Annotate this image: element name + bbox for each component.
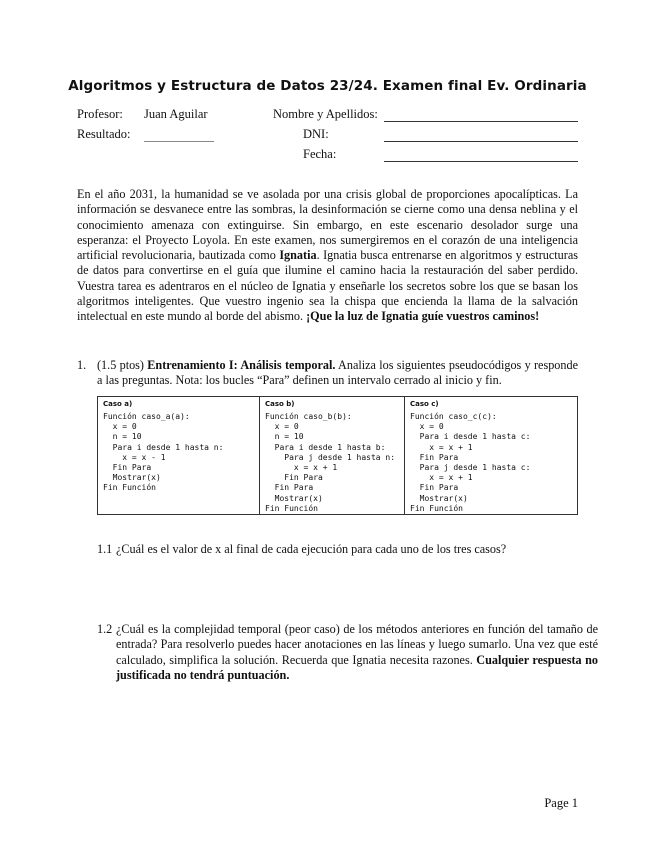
case-b-line: Para i desde 1 hasta b: xyxy=(265,442,386,452)
nombre-label: Nombre y Apellidos: xyxy=(273,107,378,121)
case-c-line: Fin Función xyxy=(410,503,463,513)
case-b-cell xyxy=(260,397,405,515)
case-c-line: x = x + 1 xyxy=(410,442,473,452)
resultado-answer-line[interactable] xyxy=(144,141,214,142)
intro-paragraph xyxy=(77,187,578,325)
question-1-2-warning: Cualquier respuesta no justificada no tendrá puntuación. xyxy=(116,652,598,682)
case-b-line: n = 10 xyxy=(265,432,304,442)
case-b-line: Fin Para xyxy=(265,483,314,493)
case-a-header: Caso a) xyxy=(103,400,133,408)
question-1-text: Analiza los siguientes pseudocódigos y responde a las preguntas. Nota: los bucles “Para” definen un intervalo cerrado al inicio y fin. xyxy=(97,358,578,387)
question-1-title: Entrenamiento I: Análisis temporal. xyxy=(147,358,336,372)
resultado-label: Resultado: xyxy=(77,127,131,141)
pseudocode-table xyxy=(97,396,578,515)
case-b-line: Para j desde 1 hasta n: xyxy=(265,452,396,462)
question-1-2-body xyxy=(116,622,598,683)
question-1-2-number: 1.2 xyxy=(97,622,113,636)
intro-text-2: . Ignatia busca entrenarse en algoritmos y estructuras de datos para convertirse en el guía que ilumine el camino hacia la restauración del saber perdido. Vuestra tarea es adentraros en el núcleo de Ignatia y enseñarle los secretos sobre los que se basan los algoritmos inteligentes. Que vuestro ingenio sea la chispa que encienda la llama de la salvación intelectual en este mundo al borde del abismo. xyxy=(77,248,578,324)
case-b-line: Mostrar(x) xyxy=(265,493,323,503)
case-c-line: Para i desde 1 hasta c: xyxy=(410,432,531,442)
case-b-line: Fin Para xyxy=(265,473,323,483)
case-b-code xyxy=(265,412,399,514)
case-c-line: Para j desde 1 hasta c: xyxy=(410,463,531,473)
case-a-line: Mostrar(x) xyxy=(103,473,161,483)
case-c-line: x = x + 1 xyxy=(410,473,473,483)
case-b-header: Caso b) xyxy=(265,400,295,408)
case-b-line: Función caso_b(b): xyxy=(265,412,352,421)
intro-text: En el año 2031, la humanidad se ve asolada por una crisis global de proporciones apocalípticas. La información se desvanece entre las sombras, la desinformación se cierne como una densa neblina y el conocimiento amenaza con extinguirse. Sin embargo, en este escenario desolador surge una esperanza: el Proyecto Loyola. En este examen, nos sumergiremos en el corazón de una inteligencia artificial revolucionaria, bautizada como xyxy=(77,187,578,263)
question-1-points: (1.5 ptos) xyxy=(97,358,148,372)
case-b-line: Fin Función xyxy=(265,503,318,513)
question-1-body xyxy=(97,358,578,388)
case-b-line: x = x + 1 xyxy=(265,463,338,473)
case-a-line: Función caso_a(a): xyxy=(103,412,190,421)
intro-name-ignatia: Ignatia xyxy=(279,248,317,263)
page-number: Page 1 xyxy=(544,796,578,810)
case-a-cell xyxy=(98,397,260,515)
case-c-line: x = 0 xyxy=(410,422,444,432)
case-c-line: Función caso_c(c): xyxy=(410,412,497,421)
profesor-value: Juan Aguilar xyxy=(144,107,208,121)
case-a-line: Para i desde 1 hasta n: xyxy=(103,442,224,452)
question-1-number: 1. xyxy=(77,358,87,372)
dni-answer-line[interactable] xyxy=(384,141,578,142)
question-1-1-text: ¿Cuál es el valor de x al final de cada ejecución para cada uno de los tres casos? xyxy=(116,542,507,556)
case-c-code xyxy=(410,412,572,514)
fecha-label: Fecha: xyxy=(303,147,337,161)
case-c-line: Fin Para xyxy=(410,483,459,493)
intro-closing: ¡Que la luz de Ignatia guíe vuestros caminos! xyxy=(306,309,540,324)
case-c-line: Mostrar(x) xyxy=(410,493,468,503)
case-a-line: Fin Función xyxy=(103,483,156,493)
case-a-line: Fin Para xyxy=(103,463,152,473)
case-a-line: x = x - 1 xyxy=(103,452,166,462)
nombre-answer-line[interactable] xyxy=(384,121,578,122)
exam-title: Algoritmos y Estructura de Datos 23/24. Examen final Ev. Ordinaria xyxy=(68,78,587,94)
dni-label: DNI: xyxy=(303,127,329,141)
fecha-answer-line[interactable] xyxy=(384,161,578,162)
case-c-cell xyxy=(405,397,578,515)
case-c-line: Fin Para xyxy=(410,452,459,462)
case-a-line: n = 10 xyxy=(103,432,142,442)
case-a-code xyxy=(103,412,254,494)
case-c-header: Caso c) xyxy=(410,400,439,408)
question-1-1-number: 1.1 xyxy=(97,542,113,556)
case-b-line: x = 0 xyxy=(265,422,299,432)
case-a-line: x = 0 xyxy=(103,422,137,432)
profesor-label: Profesor: xyxy=(77,107,123,121)
question-1-2-text: ¿Cuál es la complejidad temporal (peor caso) de los métodos anteriores en función del tamaño de entrada? Para resolverlo puedes hacer anotaciones en las líneas y luego sumarlo. Una vez que esté calculado, simplifica la solución. Recuerda que Ignatia necesita razones. xyxy=(116,622,598,667)
